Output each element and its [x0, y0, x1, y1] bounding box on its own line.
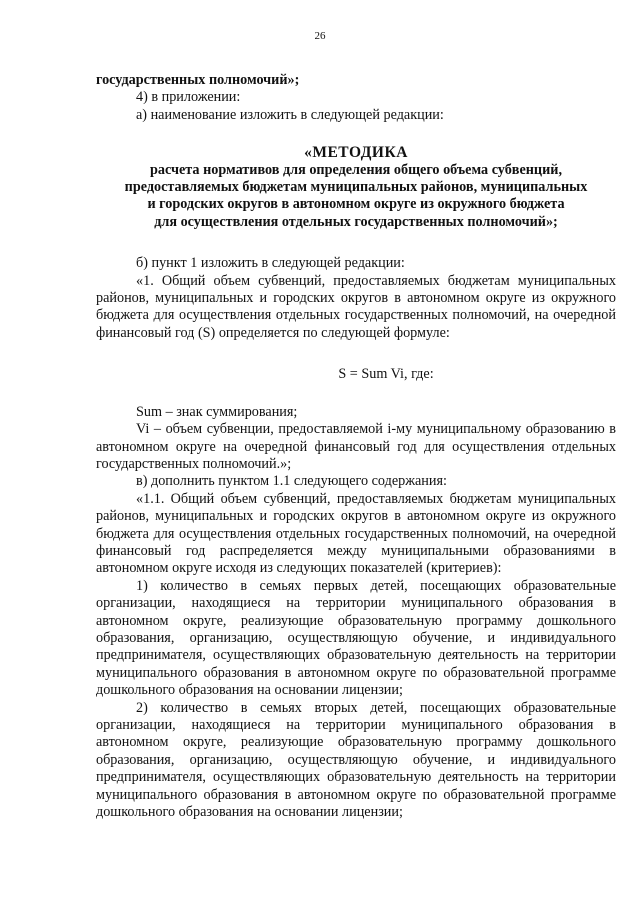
criterion-2: 2) количество в семьях вторых детей, посещающих образовательные организации, находящиеся на территории муниципального образования в автономном округе, реализующие образовательную программу дошкольного образования, организацию, осуществляющую обучение, и индивидуального предпринимателя, осуществляющих образовательную деятельность на территории муниципального образования в автономном округе по образовательной программе дошкольного образования на основании лицензии;: [96, 699, 616, 821]
item-b: б) пункт 1 изложить в следующей редакции:: [136, 255, 405, 272]
continued-line: государственных полномочий»;: [96, 72, 300, 88]
item-4: 4) в приложении:: [136, 89, 241, 106]
page-number: 26: [314, 30, 326, 42]
title-line-1: «МЕТОДИКА: [304, 144, 408, 162]
paragraph-1-1: «1.1. Общий объем субвенций, предоставляемых бюджетам муниципальных районов, муниципальных и городских округов в автономном округе из окружного бюджета для осуществления отдельных государственных полномочий, на очередной финансовый год распределяется между муниципальными образованиями в автономном округе исходя из следующих показателей (критериев):: [96, 490, 616, 577]
title-line-3: предоставляемых бюджетам муниципальных районов, муниципальных: [124, 179, 588, 196]
item-a: а) наименование изложить в следующей редакции:: [136, 106, 444, 123]
sum-definition: Sum – знак суммирования;: [136, 403, 298, 420]
criterion-1: 1) количество в семьях первых детей, посещающих образовательные организации, находящиеся на территории муниципального образования в автономном округе, реализующие образовательную программу дошкольного образования, организацию, осуществляющую обучение, и индивидуального предпринимателя, осуществляющих образовательную деятельность на территории муниципального образования в автономном округе по образовательной программе дошкольного образования на основании лицензии;: [96, 577, 616, 699]
title-line-2: расчета нормативов для определения общего объема субвенций,: [149, 161, 563, 178]
paragraph-1: «1. Общий объем субвенций, предоставляемых бюджетам муниципальных районов, муниципальных и городских округов в автономном округе из окружного бюджета для осуществления отдельных государственных полномочий, на очередной финансовый год (S) определяется по следующей формуле:: [96, 272, 616, 341]
methodology-title: [96, 144, 616, 231]
vi-definition: Vi – объем субвенции, предоставляемой i-му муниципальному образованию в автономном округе на очередной финансовый год для осуществления отдельных государственных полномочий.»;: [96, 421, 616, 472]
formula: S = Sum Vi, где:: [338, 366, 434, 383]
title-line-4: и городских округов в автономном округе из окружного бюджета: [147, 196, 565, 213]
document-body: [96, 72, 616, 821]
title-line-5: для осуществления отдельных государственных полномочий»;: [154, 213, 558, 230]
item-v: в) дополнить пунктом 1.1 следующего содержания:: [136, 473, 447, 490]
